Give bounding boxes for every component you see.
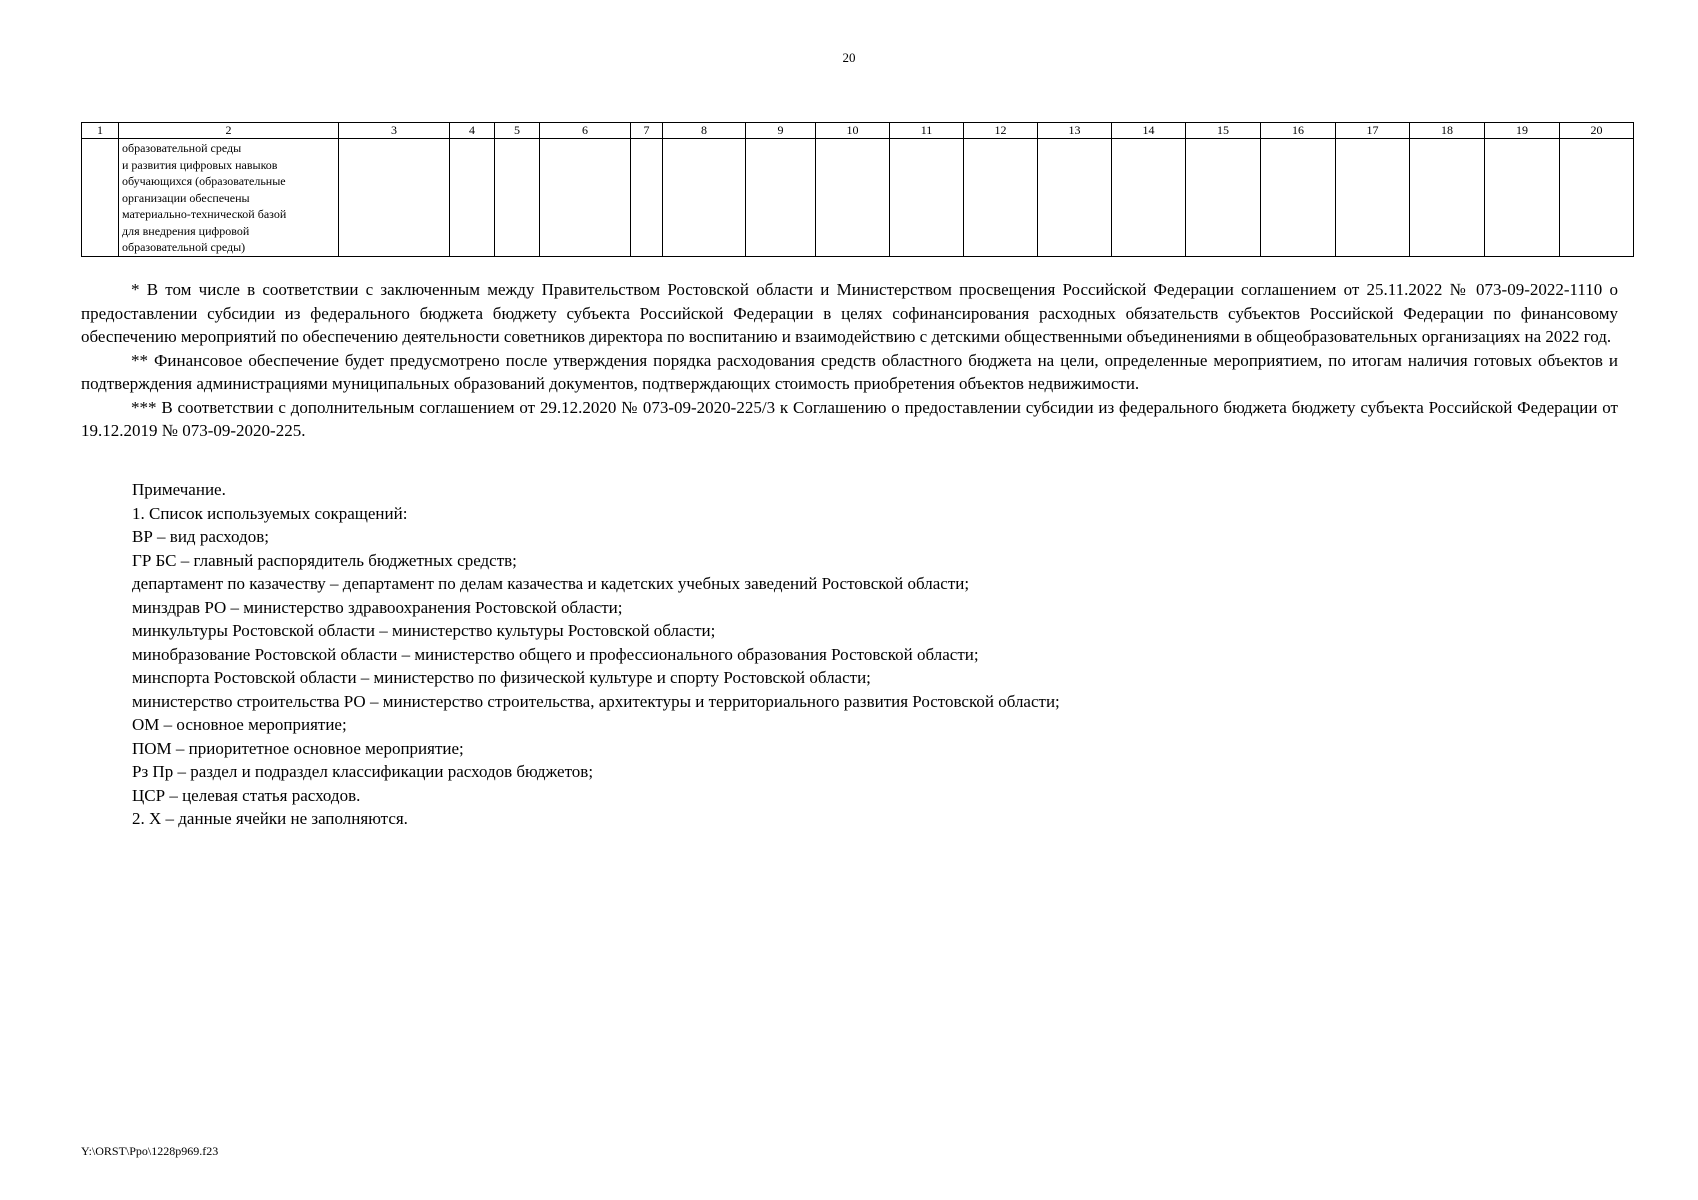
table-row	[82, 139, 1634, 257]
column-number: 9	[746, 123, 816, 139]
table-cell	[339, 139, 450, 257]
table-cell	[631, 139, 663, 257]
column-number: 11	[890, 123, 964, 139]
footnotes	[81, 278, 1618, 443]
description-line: и развития цифровых навыков	[122, 157, 278, 172]
description-line: организации обеспечены	[122, 190, 250, 205]
abbreviation-item: Рз Пр – раздел и подраздел классификации расходов бюджетов;	[132, 762, 594, 781]
column-number: 6	[540, 123, 631, 139]
abbreviation-item: министерство строительства РО – министерство строительства, архитектуры и территориального развития Ростовской области;	[132, 691, 1060, 711]
description-line: образовательной среды	[122, 141, 242, 155]
table-cell	[816, 139, 890, 257]
column-number: 2	[119, 123, 339, 139]
table-cell-description	[119, 139, 339, 257]
abbreviation-item: департамент по казачеству – департамент по делам казачества и кадетских учебных заведений Ростовской области;	[132, 574, 970, 593]
footer-file-path: Y:\ORST\Ppo\1228p969.f23	[81, 1144, 219, 1158]
column-number: 10	[816, 123, 890, 139]
column-number: 8	[663, 123, 746, 139]
column-number: 12	[964, 123, 1038, 139]
table-cell	[663, 139, 746, 257]
table-cell	[1261, 139, 1336, 257]
page-number: 20	[842, 50, 856, 65]
table-cell	[964, 139, 1038, 257]
table-cell	[1560, 139, 1634, 257]
column-number: 19	[1485, 123, 1560, 139]
table-cell	[495, 139, 540, 257]
abbreviation-item: ПОМ – приоритетное основное мероприятие;	[132, 738, 464, 758]
table-cell	[1410, 139, 1485, 257]
description-line: материально-технической базой	[122, 207, 287, 221]
abbreviation-item: ЦСР – целевая статья расходов.	[132, 785, 361, 805]
table-cell	[450, 139, 495, 257]
column-number: 14	[1112, 123, 1186, 139]
abbreviation-item: ГР БС – главный распорядитель бюджетных средств;	[132, 550, 517, 570]
notes-title: Примечание.	[132, 480, 226, 499]
column-number: 18	[1410, 123, 1485, 139]
description-line: для внедрения цифровой	[122, 223, 250, 238]
column-number: 3	[339, 123, 450, 139]
abbreviations-list-title: 1. Список используемых сокращений:	[132, 503, 408, 523]
description-line: образовательной среды)	[122, 240, 246, 254]
column-number: 7	[631, 123, 663, 139]
footnote-double-asterisk: ** Финансовое обеспечение будет предусмотрено после утверждения порядка расходования средств областного бюджета на цели, определенные мероприятием, по итогам наличия готовых объектов и подтверждения администрациями муниципальных образований документов, подтверждающих стоимость приобретения объектов недвижимости.	[81, 350, 1618, 393]
column-number: 17	[1336, 123, 1410, 139]
table-cell	[540, 139, 631, 257]
column-number: 15	[1186, 123, 1261, 139]
footnote-triple-asterisk: *** В соответствии с дополнительным соглашением от 29.12.2020 № 073-09-2020-225/3 к Соглашению о предоставлении субсидии из федерального бюджета бюджету субъекта Российской Федерации от 19.12.2019 № 073-09-2020-225.	[81, 397, 1618, 440]
table-cell	[1485, 139, 1560, 257]
abbreviation-item: ОМ – основное мероприятие;	[132, 715, 347, 734]
description-line: обучающихся (образовательные	[122, 174, 286, 188]
footnote-single-asterisk: * В том числе в соответствии с заключенным между Правительством Ростовской области и Министерством просвещения Российской Федерации соглашением от 25.11.2022 № 073-09-2022-1110 о предоставлении субсидии из федерального бюджета бюджету субъекта Российской Федерации в целях софинансирования расходных обязательств субъектов Российской Федерации по финансовому обеспечению мероприятий по обеспечению деятельности советников директора по воспитанию и взаимодействию с детскими общественными объединениями в общеобразовательных организациях на 2022 год.	[81, 280, 1618, 346]
abbreviation-item: ВР – вид расходов;	[132, 527, 269, 546]
abbreviation-item: минобразование Ростовской области – министерство общего и профессионального образования Ростовской области;	[132, 644, 979, 664]
abbreviation-item: минкультуры Ростовской области – министерство культуры Ростовской области;	[132, 621, 716, 640]
column-number: 16	[1261, 123, 1336, 139]
column-number: 4	[450, 123, 495, 139]
column-number: 13	[1038, 123, 1112, 139]
column-number: 20	[1560, 123, 1634, 139]
table-cell	[1186, 139, 1261, 257]
notes-section	[132, 478, 1612, 831]
table-header-row	[82, 123, 1634, 139]
table-cell	[746, 139, 816, 257]
table-cell	[1112, 139, 1186, 257]
table-cell	[1038, 139, 1112, 257]
abbreviation-item: минздрав РО – министерство здравоохранения Ростовской области;	[132, 597, 623, 617]
note-item-2: 2. Х – данные ячейки не заполняются.	[132, 809, 408, 828]
abbreviation-item: минспорта Ростовской области – министерство по физической культуре и спорту Ростовской области;	[132, 668, 871, 687]
data-table	[81, 122, 1634, 257]
table-cell	[82, 139, 119, 257]
column-number: 1	[82, 123, 119, 139]
column-number: 5	[495, 123, 540, 139]
table-cell	[1336, 139, 1410, 257]
table-cell	[890, 139, 964, 257]
